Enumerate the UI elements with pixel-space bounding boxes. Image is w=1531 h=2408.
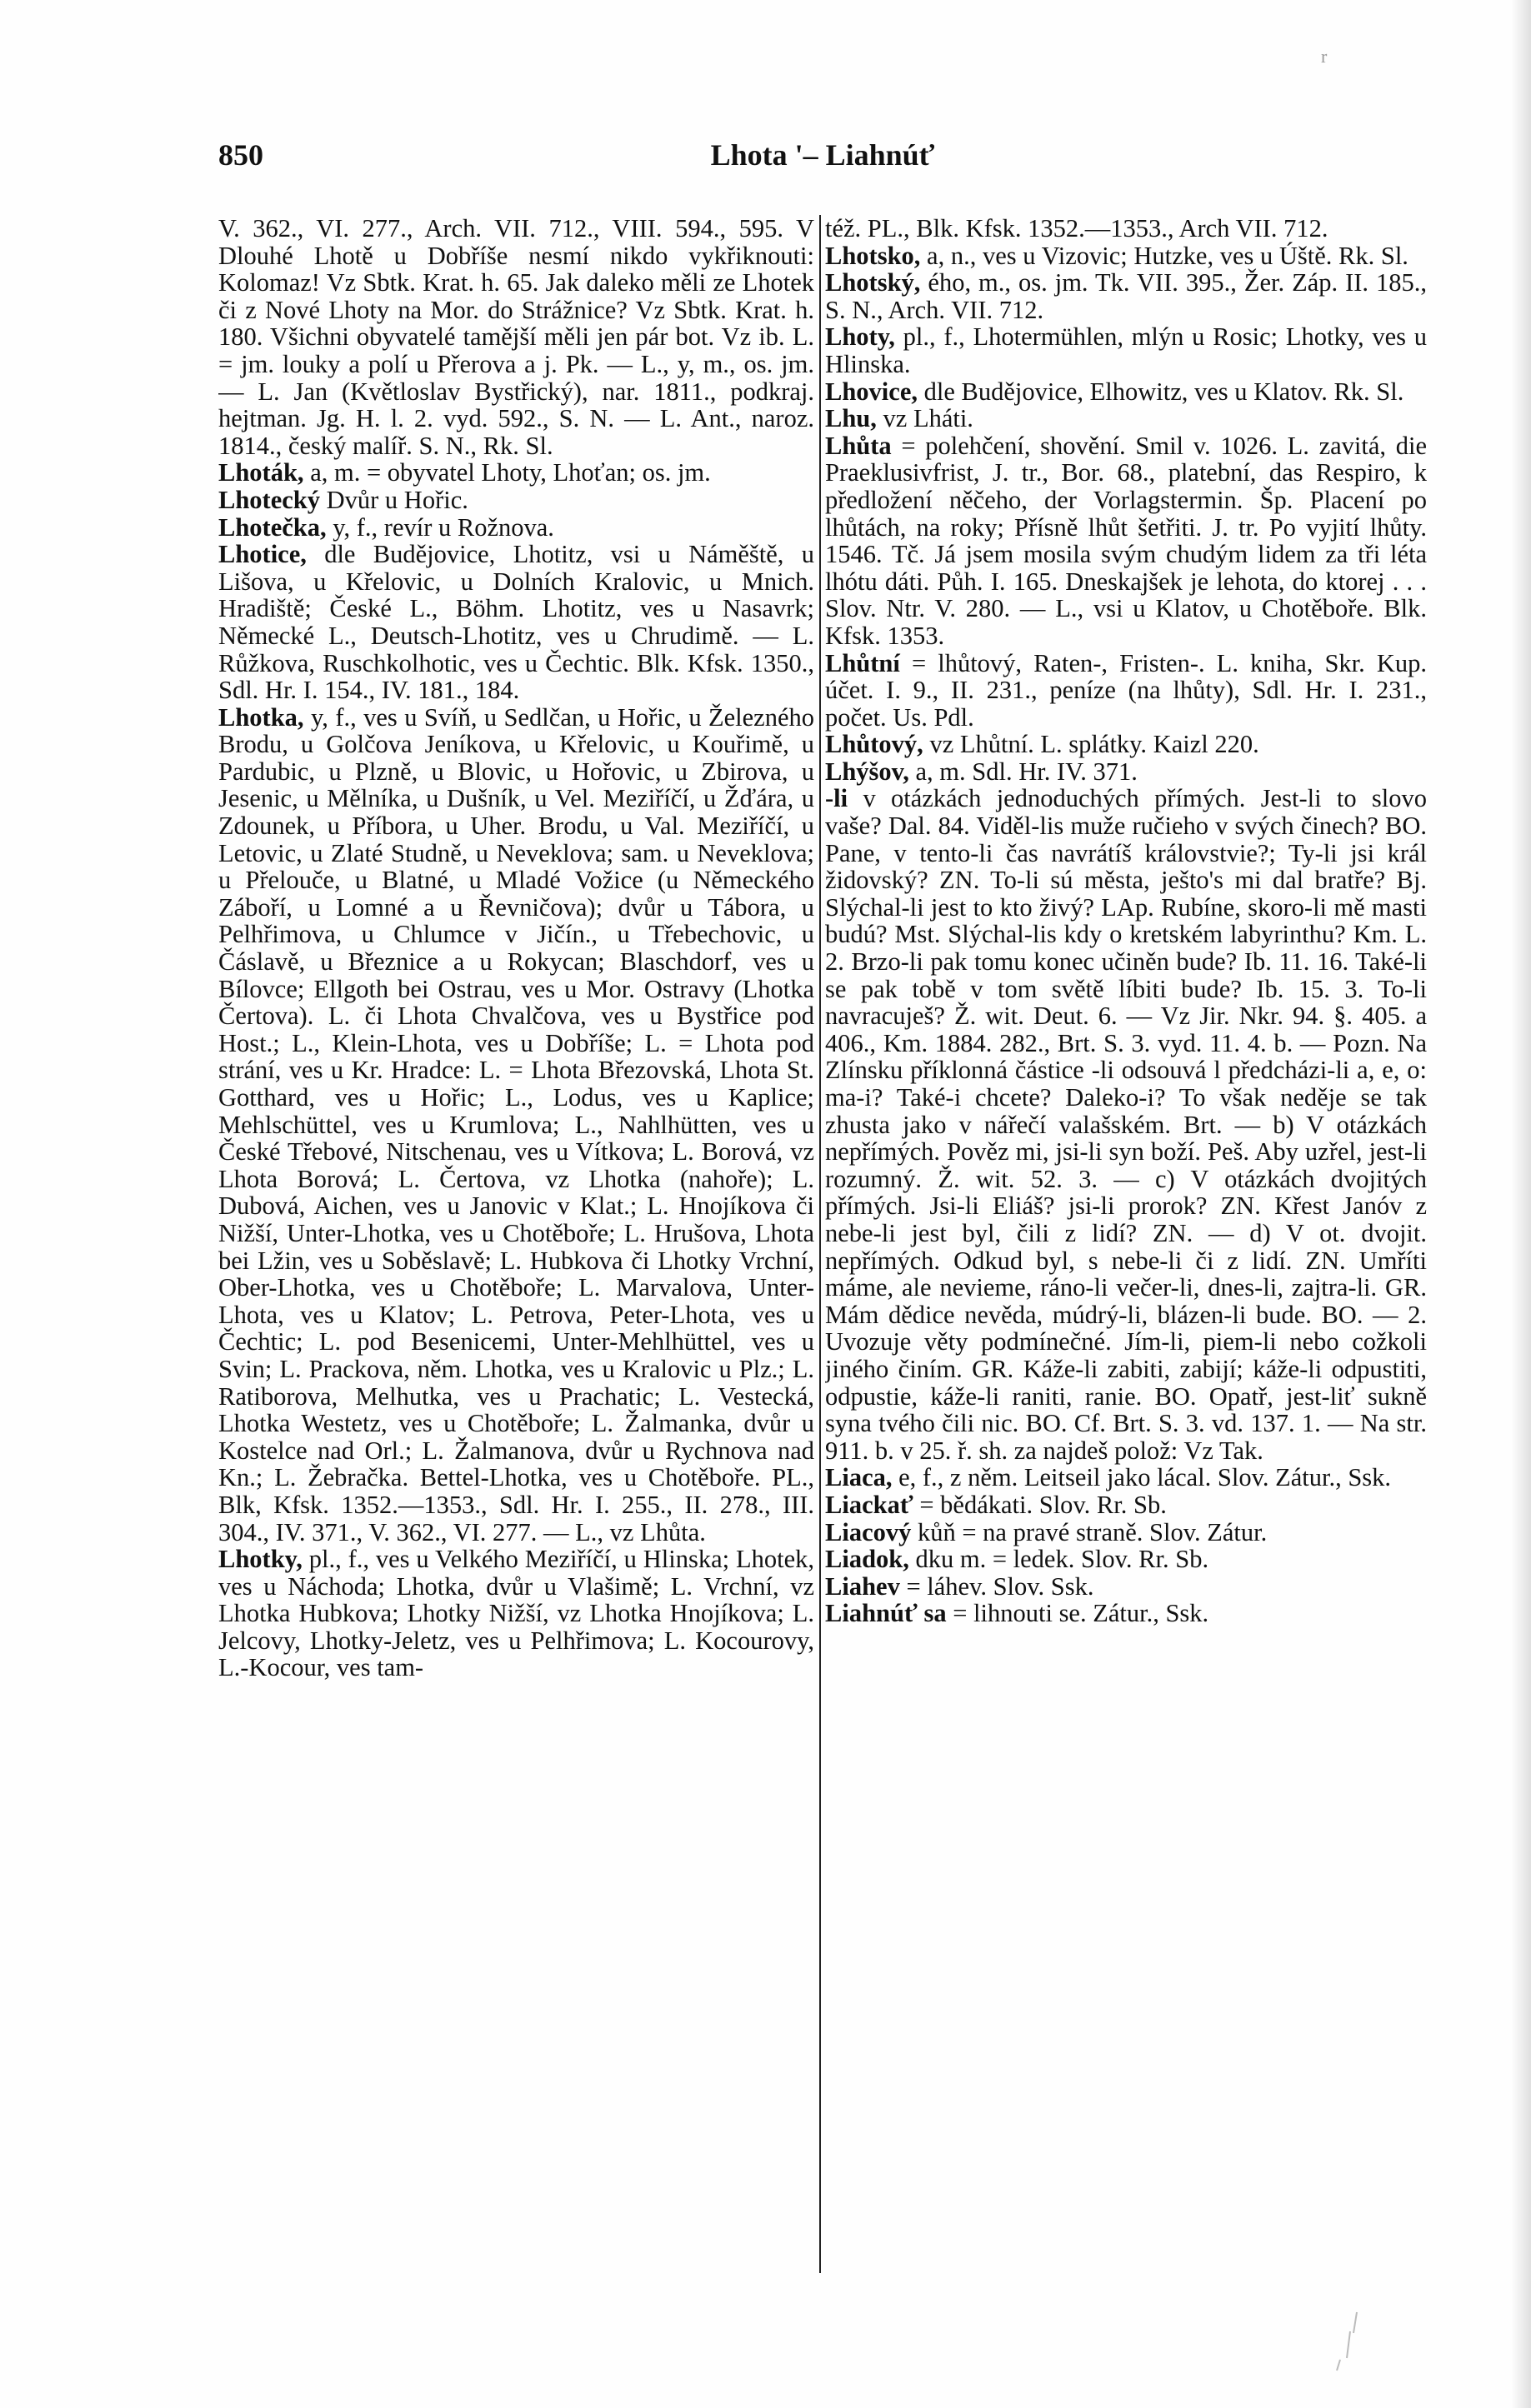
entry-text: vz Lháti.	[883, 404, 973, 433]
entry-lhoty	[825, 323, 1427, 377]
entry-liahev	[825, 1573, 1427, 1601]
entry-text: = láhev. Slov. Ssk.	[906, 1571, 1094, 1601]
entry-text: vz Lhůtní. L. splátky. Kaizl 220.	[929, 730, 1259, 759]
entry-headword: Liahev	[825, 1571, 900, 1601]
page-header	[218, 137, 1427, 179]
entry-headword: Liackať	[825, 1490, 913, 1519]
entry-liadok	[825, 1546, 1427, 1573]
entry-text: a, m. Sdl. Hr. IV. 371.	[915, 757, 1138, 786]
entry-lhu	[825, 405, 1427, 432]
entry-text: e, f., z něm. Leitseil jako lácal. Slov. Zátur., Ssk.	[898, 1463, 1392, 1492]
entry-headword: Lhotice,	[218, 540, 307, 569]
entry-lhysov	[825, 758, 1427, 786]
entry-headword: Lhůta	[825, 431, 892, 460]
entry-headword: Lhotecký	[218, 485, 320, 514]
corner-mark: r	[1321, 46, 1328, 67]
entry-text: V. 362., VI. 277., Arch. VII. 712., VIII. 594., 595. V Dlouhé Lhotě u Dobříše nesmí nikdo vykřiknouti: Kolomaz! Vz Sbtk. Krat. h. 65. Jak daleko měli ze Lhotek či z Nové Lhoty na Mor. do Strážnice? Vz Sbtk. Krat. h. 180. Všichni obyvatelé tamější měli jen pár bot. Vz ib. L. = jm. louky a polí u Přerova a j. Pk. — L., y, m., os. jm. — L. Jan (Květloslav Bystřický), nar. 1811., podkraj. hejtman. Jg. H. l. 2. vyd. 592., S. N. — L. Ant., naroz. 1814., český malíř. S. N., Rk. Sl.	[218, 215, 814, 460]
entry-text: = lhůtový, Raten-, Fristen-. L. kniha, Skr. Kup. účet. I. 9., II. 231., peníze (na lhůty), Sdl. Hr. I. 231., počet. Us. Pdl.	[825, 648, 1427, 732]
entry-lhovice	[825, 378, 1427, 406]
entry-lhotky	[218, 1546, 814, 1681]
entry-headword: -li	[825, 784, 848, 813]
entry-liackat	[825, 1491, 1427, 1519]
entry-lhotka	[218, 704, 814, 1546]
entry-lhotecky	[218, 487, 814, 514]
entry-lhutovy	[825, 731, 1427, 758]
running-title: Lhota '– Liahnúť	[710, 138, 935, 172]
entry-headword: Lhotský,	[825, 268, 921, 297]
entry-text: a, m. = obyvatel Lhoty, Lhoťan; os. jm.	[310, 458, 711, 487]
entry-text: v otázkách jednoduchých přímých. Jest-li to slovo vaše? Dal. 84. Viděl-lis muže ručieho v svých činech? BO. Pane, v tento-li čas navrátíš královstvie?; Ty-li jsi král židovský? ZN. To-li sú města, ješto's mi dal bratře? Bj. Slýchal-li jest to kto živý? LAp. Rubíne, skoro-li mě masti budú? Mst. Slýchal-lis kdy o kretském labyrinthu? Km. L. 2. Brzo-li pak tomu konec učiněn bude? Ib. 11. 16. Také-li se pak tobě v tom světě líbiti bude? Ib. 15. 3. To-li navracuješ? Ž. wit. Deut. 6. — Vz Jir. Nkr. 94. §. 405. a 406., Km. 1884. 282., Brt. S. 3. vyd. 11. 4. b. — Pozn. Na Zlínsku příklonná částice -li odsouvá l předcházi-li a, e, o: ma-i? Také-i chcete? Daleko-i? To však neděje se tak zhusta jako v nářečí valašském. Brt. — b) V otázkách nepřímých. Pověz mi, jsi-li syn boží. Peš. Aby uzřel, jest-li rozumný. Ž. wit. 52. 3. — c) V otázkách dvojitých přímých. Jsi-li Eliáš? jsi-li prorok? ZN. Křest Janóv z nebe-li jest byl, čili z lidí? ZN. — d) V ot. dvojit. nepřímých. Odkud byl, s nebe-li či z lidí. ZN. Umříti máme, ale nevieme, ráno-li večer-li, dnes-li, zajtra-li. GR. Mám dědice nevěda, múdrý-li, blázen-li bude. BO. — 2. Uvozuje věty podmínečné. Jím-li, piem-li nebo cožkoli jiného činím. GR. Káže-li zabiti, zabijí; káže-li odpustiti, odpustie, káže-li raniti, ranie. BO. Opatř, jest-liť sukně syna tvého čili nic. BO. Cf. Brt. S. 3. vd. 137. 1. — Na str. 911. b. v 25. ř. sh. za najdeš polož: Vz Tak.	[825, 784, 1427, 1465]
entry-headword: Lhůtní	[825, 648, 900, 677]
entry-headword: Lhůtový,	[825, 730, 923, 759]
entry-text: = polehčení, shovění. Smil v. 1026. L. zavitá, die Praeklusivfrist, J. tr., Bor. 68., platební, das Respiro, k předložení něčeho, der Vorlagstermin. Šp. Placení po lhůtách, na roky; Přísně lhůt šetřiti. J. tr. Po vyjití lhůty. 1546. Tč. Já jsem mosila svým chudým lidem za tři léta lhótu dáti. Půh. I. 165. Dneskajšek je lehota, do ktorej . . . Slov. Ntr. V. 280. — L., vsi u Klatov, u Chotěboře. Blk. Kfsk. 1353.	[825, 431, 1427, 650]
page-number: 850	[218, 138, 263, 172]
entry-headword: Liaca,	[825, 1463, 893, 1492]
entry-text: pl., f., Lhotermühlen, mlýn u Rosic; Lhotky, ves u Hlinska.	[825, 322, 1427, 378]
entry-text: dku m. = ledek. Slov. Rr. Sb.	[915, 1545, 1209, 1574]
entry-lhotice	[218, 541, 814, 704]
entry-headword: Lhotečka,	[218, 512, 327, 542]
left-column	[218, 215, 814, 2315]
entry-lhotsko	[825, 242, 1427, 270]
entry-text: y, f., revír u Rožnova.	[333, 512, 554, 542]
page-edge-shadow	[1511, 0, 1531, 2408]
entry-lhotecka	[218, 514, 814, 542]
entry-continuation	[218, 215, 814, 459]
entry-lhotak	[218, 459, 814, 487]
entry-headword: Lhoty,	[825, 322, 895, 352]
entry-lhotsky	[825, 269, 1427, 323]
entry-headword: Lhovice,	[825, 377, 918, 406]
entry-text: y, f., ves u Svíň, u Sedlčan, u Hořic, u Železného Brodu, u Golčova Jeníkova, u Křelovic, u Kouřimě, u Pardubic, u Plzně, u Blovic, u Hořovic, u Zbirova, u Jesenic, u Mělníka, u Dušník, u Vel. Meziříčí, u Žďára, u Zdounek, u Příbora, u Uher. Brodu, u Val. Meziříčí, u Letovic, u Zlaté Studně, u Neveklova; sam. u Neveklova; u Přelouče, u Blatné, u Mladé Vožice (u Německého Záboří, u Lomné a u Řevničova); dvůr u Tábora, u Pelhřimova, u Chlumce v Jičín., u Třebechovic, u Čáslavě, u Březnice a u Rokycan; Blaschdorf, ves u Bílovce; Ellgoth bei Ostrau, ves u Mor. Ostravy (Lhotka Čertova). L. či Lhota Chvalčova, ves u Bystřice pod Host.; L., Klein-Lhota, ves u Dobříše; L. = Lhota pod strání, ves u Kr. Hradce: L. = Lhota Březovská, Lhota St. Gotthard, ves u Hořic; L., Lodus, ves u Kaplice; Mehlschüttel, ves u Krumlova; L., Nahlhütten, ves u České Třebové, Nitschenau, ves u Vítkova; L. Borová, vz Lhota Borová; L. Čertova, vz Lhotka (nahoře); L. Dubová, Aichen, ves u Janovic v Klat.; L. Hnojíkova či Nižší, Unter-Lhotka, ves u Chotěboře; L. Hrušova, Lhota bei Lžin, ves u Soběslavě; L. Hubkova či Lhotky Vrchní, Ober-Lhotka, ves u Chotěboře; L. Marvalova, Unter-Lhota, ves u Klatov; L. Petrova, Peter-Lhota, ves u Čechtic; L. pod Besenicemi, Unter-Mehlhüttel, ves u Svin; L. Prackova, něm. Lhotka, ves u Kralovic u Plz.; L. Ratiborova, Melhutka, ves u Prachatic; L. Vestecká, Lhotka Westetz, ves u Chotěboře; L. Žalmanka, dvůr u Kostelce nad Orl.; L. Žalmanova, dvůr u Rychnova nad Kn.; L. Žebračka. Bettel-Lhotka, ves u Chotěboře. PL., Blk, Kfsk. 1352.—1353., Sdl. Hr. I. 255., II. 278., III. 304., IV. 371., V. 362., VI. 277. — L., vz Lhůta.	[218, 702, 814, 1546]
entry-text: pl., f., ves u Velkého Meziříčí, u Hlinska; Lhotek, ves u Náchoda; Lhotka, dvůr u Vlašimě; L. Vrchní, vz Lhotka Hubkova; Lhotky Nižší, vz Lhotka Hnojíkova; L. Jelcovy, Lhotky-Jeletz, ves u Pelhřimova; L. Kocourovy, L.-Kocour, ves tam-	[218, 1545, 814, 1682]
entry-text: dle Budějovice, Lhotitz, vsi u Náměště, u Lišova, u Křelovic, u Dolních Kralovic, u Mnich. Hradiště; České L., Böhm. Lhotitz, ves u Nasavrk; Německé L., Deutsch-Lhotitz, ves u Chrudimě. — L. Růžkova, Ruschkolhotic, ves u Čechtic. Blk. Kfsk. 1350., Sdl. Hr. I. 154., IV. 181., 184.	[218, 540, 814, 705]
column-divider	[819, 215, 821, 2273]
entry-headword: Lhu,	[825, 404, 877, 433]
entry-lhutni	[825, 650, 1427, 732]
entry-headword: Lhoták,	[218, 458, 304, 487]
entry-text: Dvůr u Hořic.	[326, 485, 468, 514]
right-column	[825, 215, 1427, 2315]
entry-liaca	[825, 1464, 1427, 1491]
entry-headword: Lhotsko,	[825, 241, 921, 270]
entry-text: kůň = na pravé straně. Slov. Zátur.	[917, 1517, 1268, 1546]
entry-headword: Lhýšov,	[825, 757, 909, 786]
entry-headword: Liahnúť sa	[825, 1599, 947, 1628]
pencil-mark-icon	[1332, 2308, 1373, 2375]
entry-headword: Lhotka,	[218, 702, 304, 732]
entry-headword: Liadok,	[825, 1545, 909, 1574]
entry-liahnut	[825, 1600, 1427, 1627]
entry-continuation	[825, 215, 1427, 242]
entry-text: též. PL., Blk. Kfsk. 1352.—1353., Arch VII. 712.	[825, 215, 1328, 242]
entry-text: = bědákati. Slov. Rr. Sb.	[919, 1490, 1167, 1519]
entry-text: dle Budějovice, Elhowitz, ves u Klatov. Rk. Sl.	[923, 377, 1404, 406]
entry-liacovy	[825, 1519, 1427, 1546]
entry-text: = lihnouti se. Zátur., Ssk.	[953, 1599, 1209, 1628]
entry-headword: Lhotky,	[218, 1545, 303, 1574]
entry-lhuta	[825, 432, 1427, 650]
entry-li	[825, 785, 1427, 1464]
entry-text: a, n., ves u Vizovic; Hutzke, ves u Úště. Rk. Sl.	[927, 241, 1408, 270]
entry-text: ého, m., os. jm. Tk. VII. 395., Žer. Záp. II. 185., S. N., Arch. VII. 712.	[825, 268, 1427, 324]
entry-headword: Liacový	[825, 1517, 912, 1546]
